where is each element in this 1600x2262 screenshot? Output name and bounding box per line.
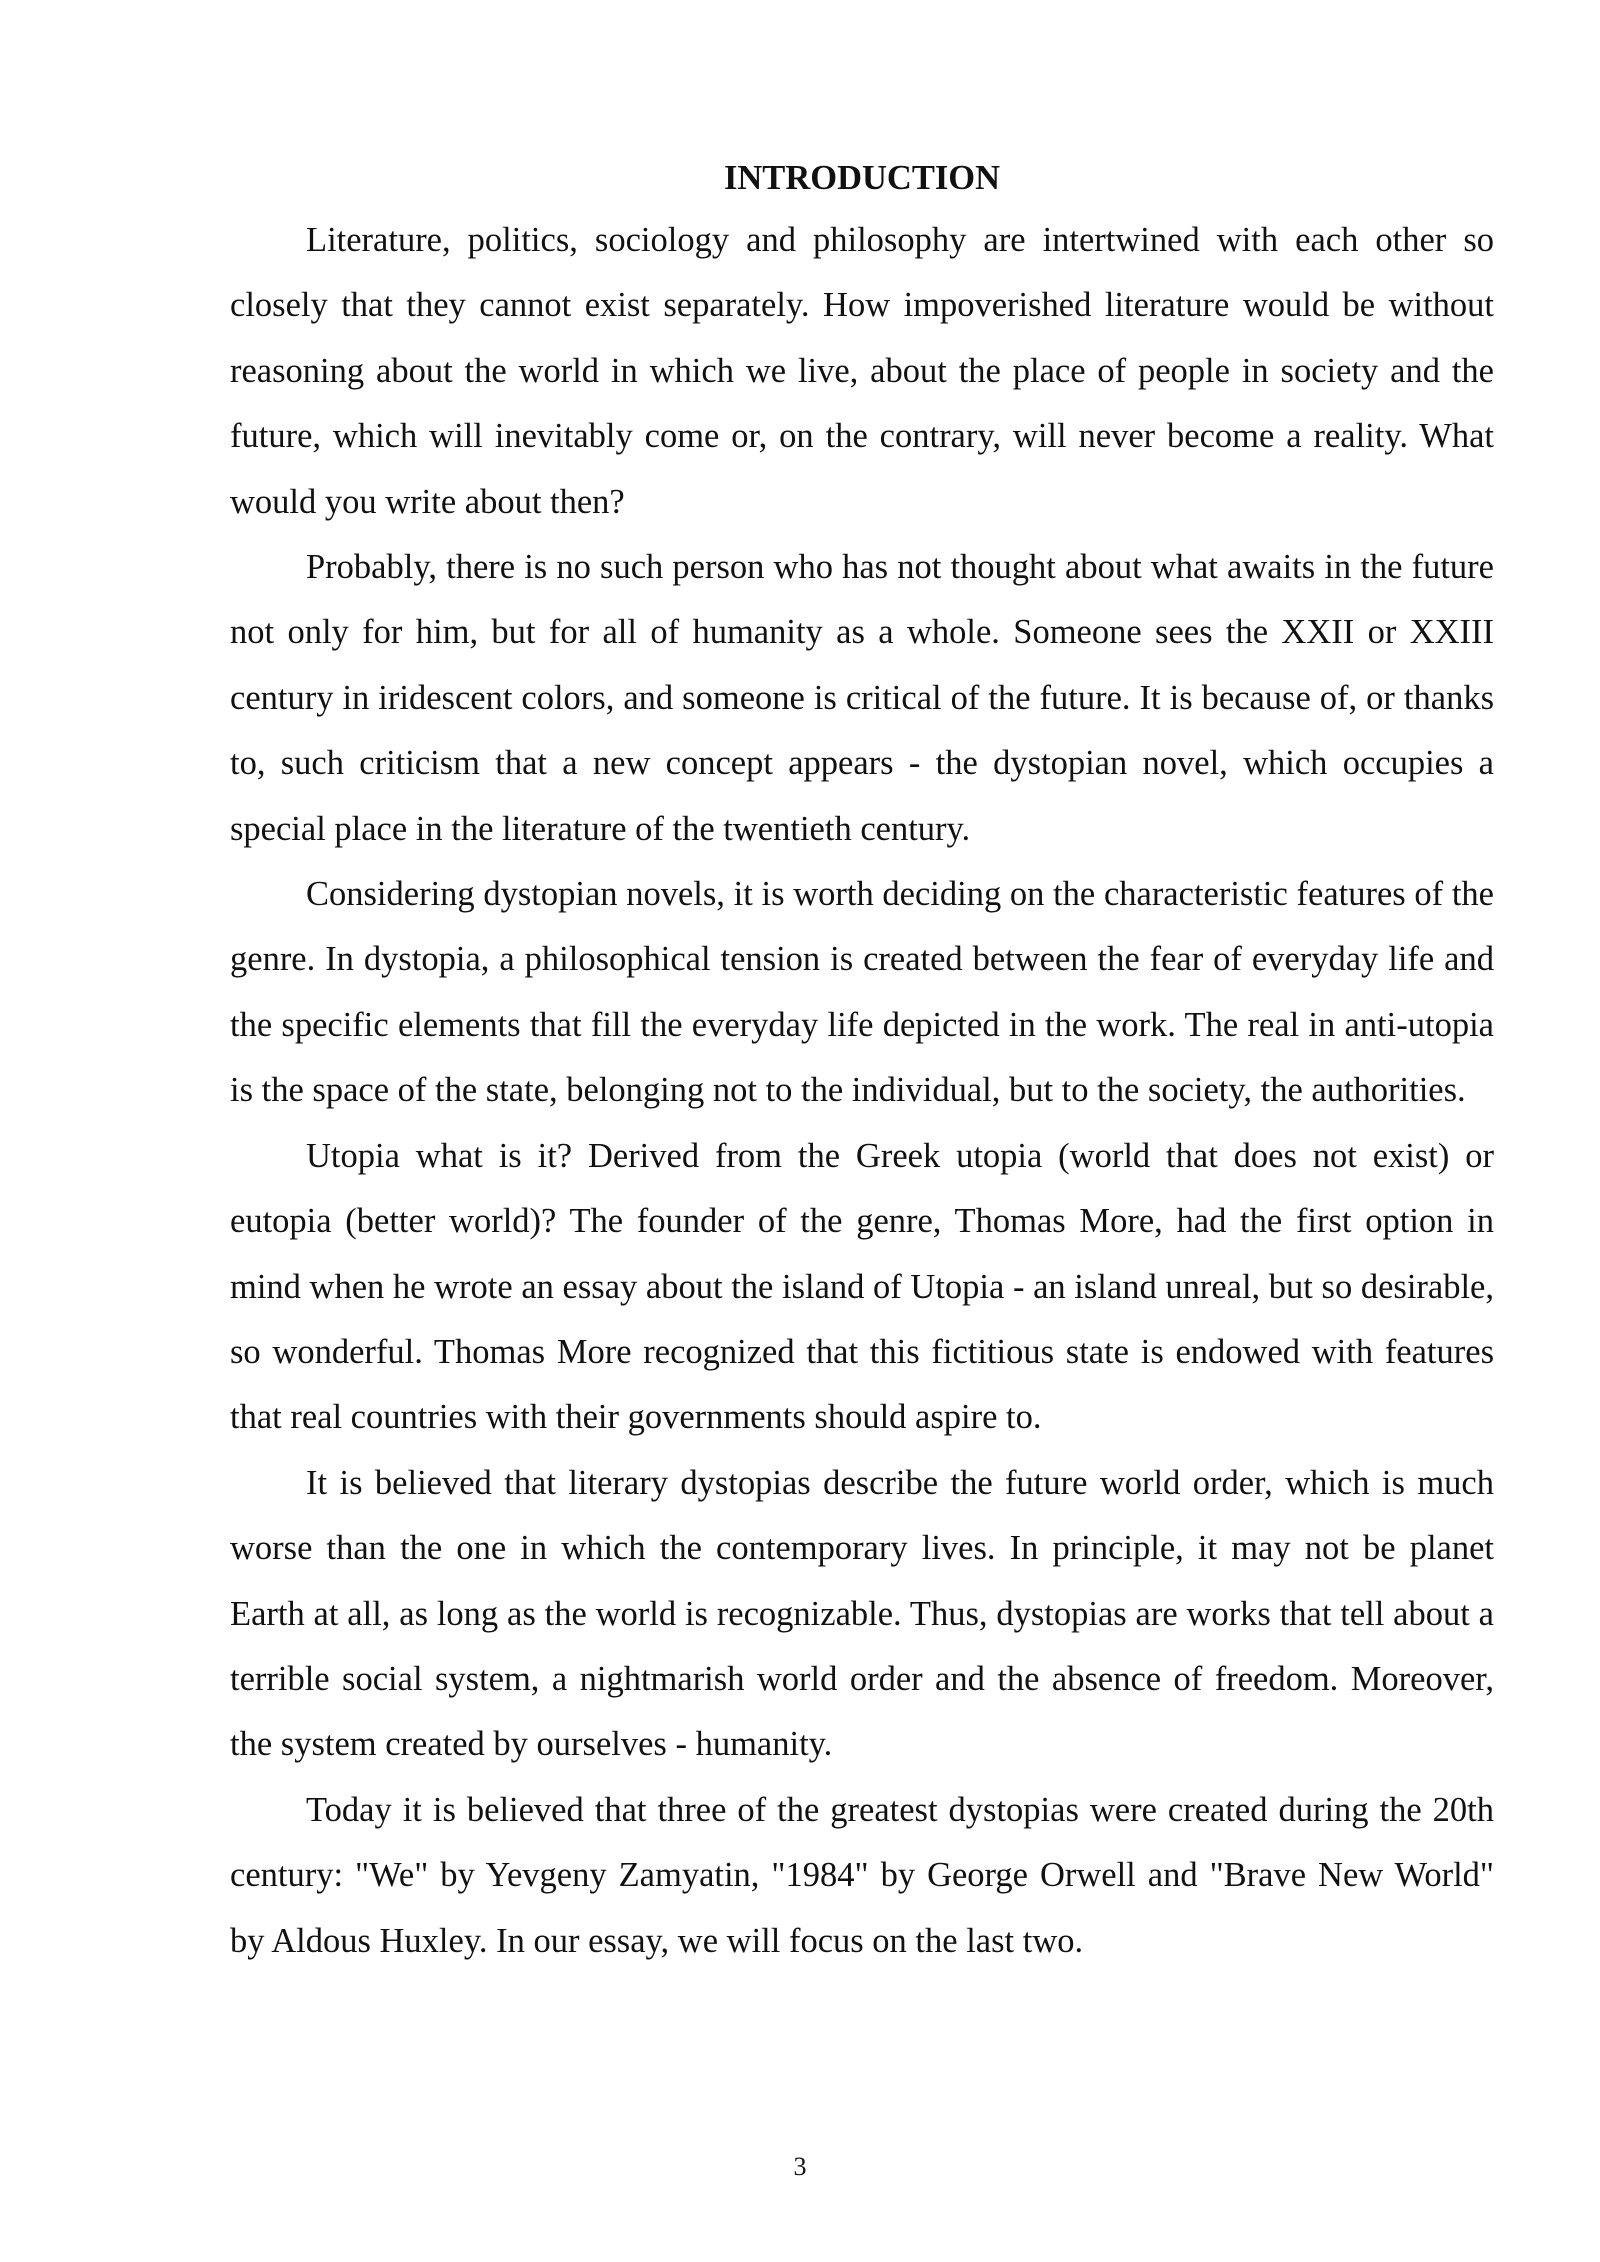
paragraph: Today it is believed that three of the greatest dystopias were created during the 20th century: "We" by Yevgeny Zamyatin, "1984" by George Orwell and "Brave New World" by Aldous Huxley. In our essay, we will focus on the last two.	[230, 1790, 1494, 1960]
paragraph: Probably, there is no such person who has not thought about what awaits in the future not only for him, but for all of humanity as a whole. Someone sees the XXII or XXIII century in iridescent colors, and someone is critical of the future. It is because of, or thanks to, such criticism that a new concept appears - the dystopian novel, which occupies a special place in the literature of the twentieth century.	[230, 548, 1494, 848]
section-heading: INTRODUCTION	[723, 159, 1001, 197]
paragraph: Literature, politics, sociology and philosophy are intertwined with each other so closely that they cannot exist separately. How impoverished literature would be without reasoning about the world in which we live, about the place of people in society and the future, which will inevitably come or, on the contrary, will never become a reality. What would you write about then?	[230, 221, 1494, 521]
page-number: 3	[793, 2152, 807, 2181]
paragraph: Utopia what is it? Derived from the Greek utopia (world that does not exist) or eutopia (better world)? The founder of the genre, Thomas More, had the first option in mind when he wrote an essay about the island of Utopia - an island unreal, but so desirable, so wonderful. Thomas More recognized that this fictitious state is endowed with features that real countries with their governments should aspire to.	[230, 1136, 1494, 1437]
paragraph: It is believed that literary dystopias describe the future world order, which is much worse than the one in which the contemporary lives. In principle, it may not be planet Earth at all, as long as the world is recognizable. Thus, dystopias are works that tell about a terrible social system, a nightmarish world order and the absence of freedom. Moreover, the system created by ourselves - humanity.	[230, 1463, 1494, 1764]
page-body	[230, 148, 1494, 1974]
paragraph: Considering dystopian novels, it is worth deciding on the characteristic features of the genre. In dystopia, a philosophical tension is created between the fear of everyday life and the specific elements that fill the everyday life depicted in the work. The real in anti-utopia is the space of the state, belonging not to the individual, but to the society, the authorities.	[230, 875, 1494, 1110]
